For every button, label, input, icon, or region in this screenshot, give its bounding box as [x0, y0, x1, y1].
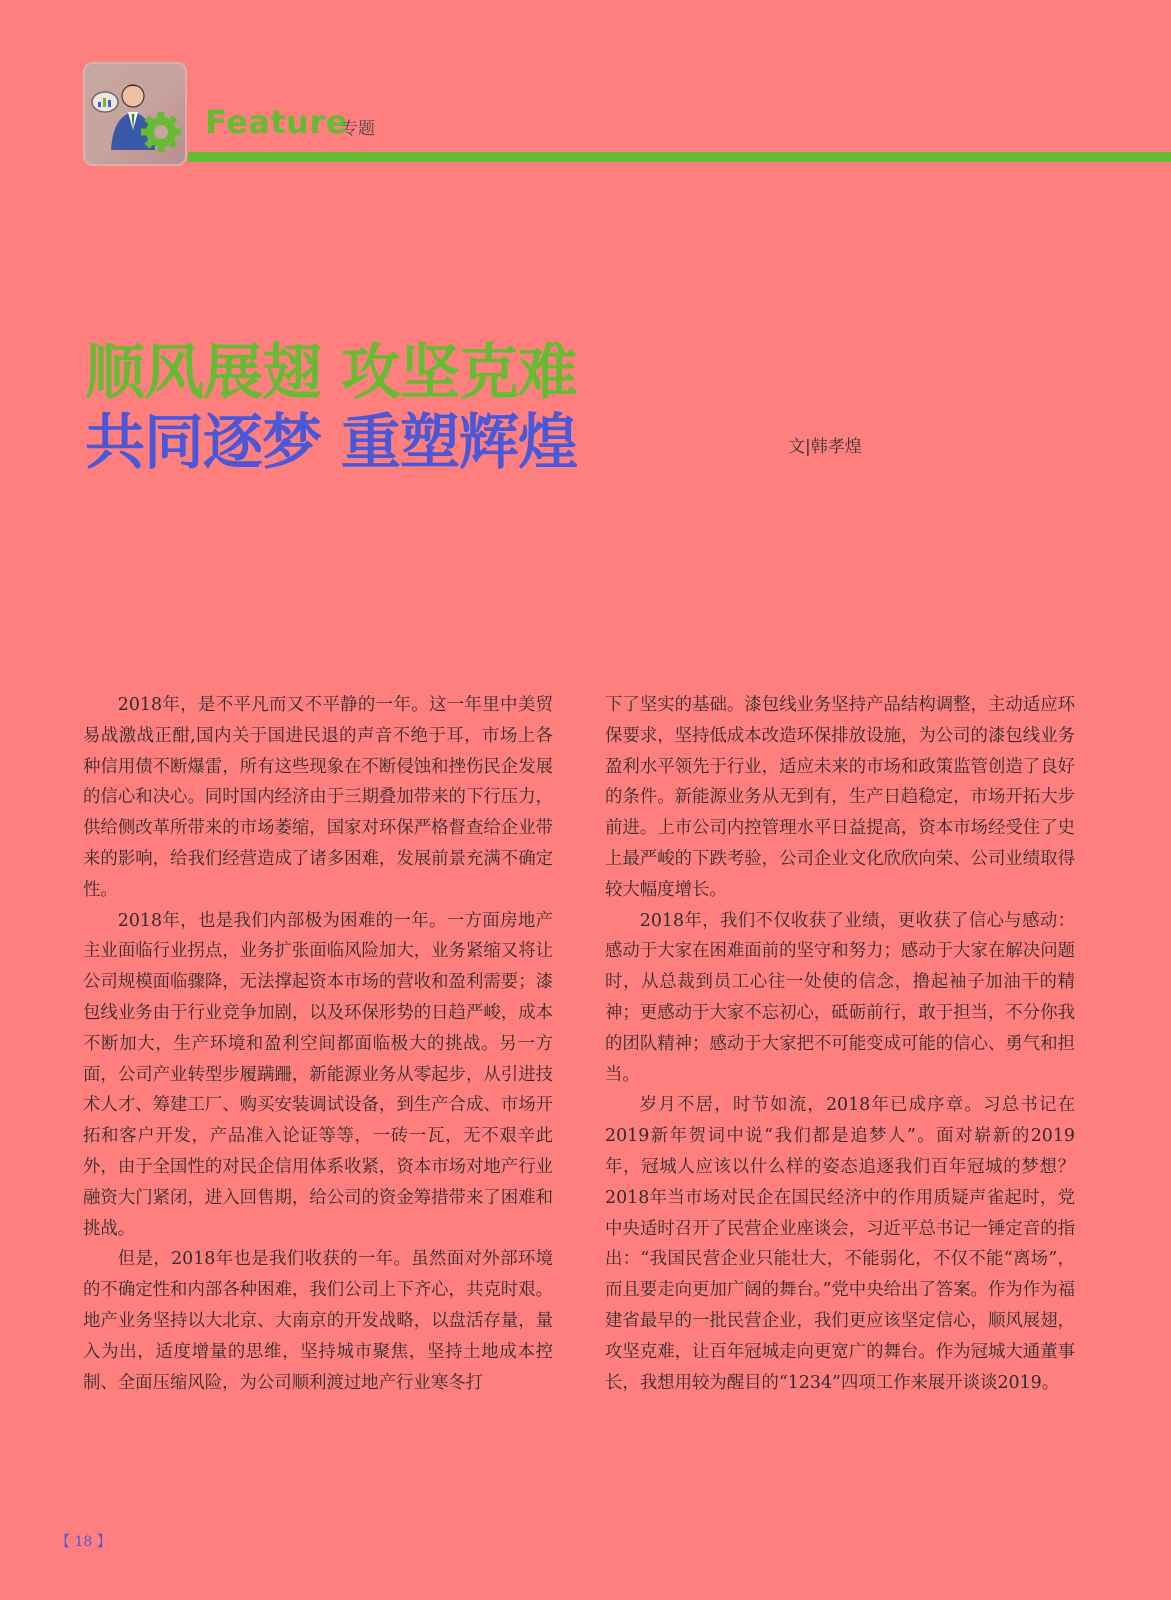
- headline-line-1: 顺风展翅 攻坚克难: [85, 338, 577, 408]
- paragraph: 但是，2018年也是我们收获的一年。虽然面对外部环境的不确定性和内部各种困难，我们公司上下齐心，共克时艰。地产业务坚持以大北京、大南京的开发战略，以盘活存量，量入为出，适度增量的思维，坚持城市聚焦，坚持土地成本控制、全面压缩风险，为公司顺利渡过地产行业寒冬打: [83, 1249, 553, 1393]
- section-title: Feature: [205, 103, 348, 141]
- byline: 文|韩孝煌: [788, 437, 862, 457]
- paragraph: 2018年，我们不仅收获了业绩，更收获了信心与感动：感动于大家在困难面前的坚守和努力；感动于大家在解决问题时，从总裁到员工心往一处使的信念，撸起袖子加油干的精神；更感动于大家不忘初心，砥砺前行，敢于担当，不分你我的团队精神；感动于大家把不可能变成可能的信心、勇气和担当。: [605, 910, 1075, 1085]
- page-number: 【 18 】: [56, 1534, 111, 1550]
- body-column-left: [83, 690, 553, 1398]
- header-divider: [188, 152, 1171, 162]
- paragraph: 岁月不居，时节如流，2018年已成序章。习总书记在2019新年贺词中说“我们都是追梦人”。面对崭新的2019年，冠城人应该以什么样的姿态追逐我们百年冠城的梦想？2018年当市场对民企在国民经济中的作用质疑声雀起时，党中央适时召开了民营企业座谈会，习近平总书记一锤定音的指出：“我国民营企业只能壮大，不能弱化，不仅不能“离场”，而且要走向更加广阔的舞台。”党中央给出了答案。作为作为福建省最早的一批民营企业，我们更应该坚定信心，顺风展翅，攻坚克难，让百年冠城走向更宽广的舞台。作为冠城大通董事长，我想用较为醒目的“1234”四项工作来展开谈谈2019。: [605, 1095, 1075, 1393]
- businessman-chart-gear-icon: [85, 64, 185, 164]
- feature-logo: [83, 62, 187, 166]
- paragraph: 2018年，是不平凡而又不平静的一年。这一年里中美贸易战激战正酣,国内关于国进民退的声音不绝于耳，市场上各种信用债不断爆雷，所有这些现象在不断侵蚀和挫伤民企发展的信心和决心。同时国内经济由于三期叠加带来的下行压力，供给侧改革所带来的市场萎缩，国家对环保严格督查给企业带来的影响，给我们经营造成了诸多困难，发展前景充满不确定性。: [83, 695, 553, 900]
- paragraph: 2018年，也是我们内部极为困难的一年。一方面房地产主业面临行业拐点，业务扩张面临风险加大，业务紧缩又将让公司规模面临骤降，无法撑起资本市场的营收和盈利需要；漆包线业务由于行业竞争加剧，以及环保形势的日趋严峻，成本不断加大，生产环境和盈利空间都面临极大的挑战。另一方面，公司产业转型步履蹒跚，新能源业务从零起步，从引进技术人才、筹建工厂、购买安装调试设备，到生产合成、市场开拓和客户开发，产品准入论证等等，一砖一瓦，无不艰辛此外，由于全国性的对民企信用体系收紧，资本市场对地产行业融资大门紧闭，进入回售期，给公司的资金筹措带来了困难和挑战。: [83, 910, 553, 1239]
- section-subtitle: 专题: [341, 119, 375, 139]
- headline-line-2: 共同逐梦 重塑辉煌: [85, 408, 577, 478]
- body-column-right: [605, 690, 1075, 1398]
- paragraph: 下了坚实的基础。漆包线业务坚持产品结构调整，主动适应环保要求，坚持低成本改造环保排放设施，为公司的漆包线业务盈利水平领先于行业，适应未来的市场和政策监管创造了良好的条件。新能源业务从无到有，生产日趋稳定，市场开拓大步前进。上市公司内控管理水平日益提高，资本市场经受住了史上最严峻的下跌考验，公司企业文化欣欣向荣、公司业绩取得较大幅度增长。: [605, 695, 1075, 900]
